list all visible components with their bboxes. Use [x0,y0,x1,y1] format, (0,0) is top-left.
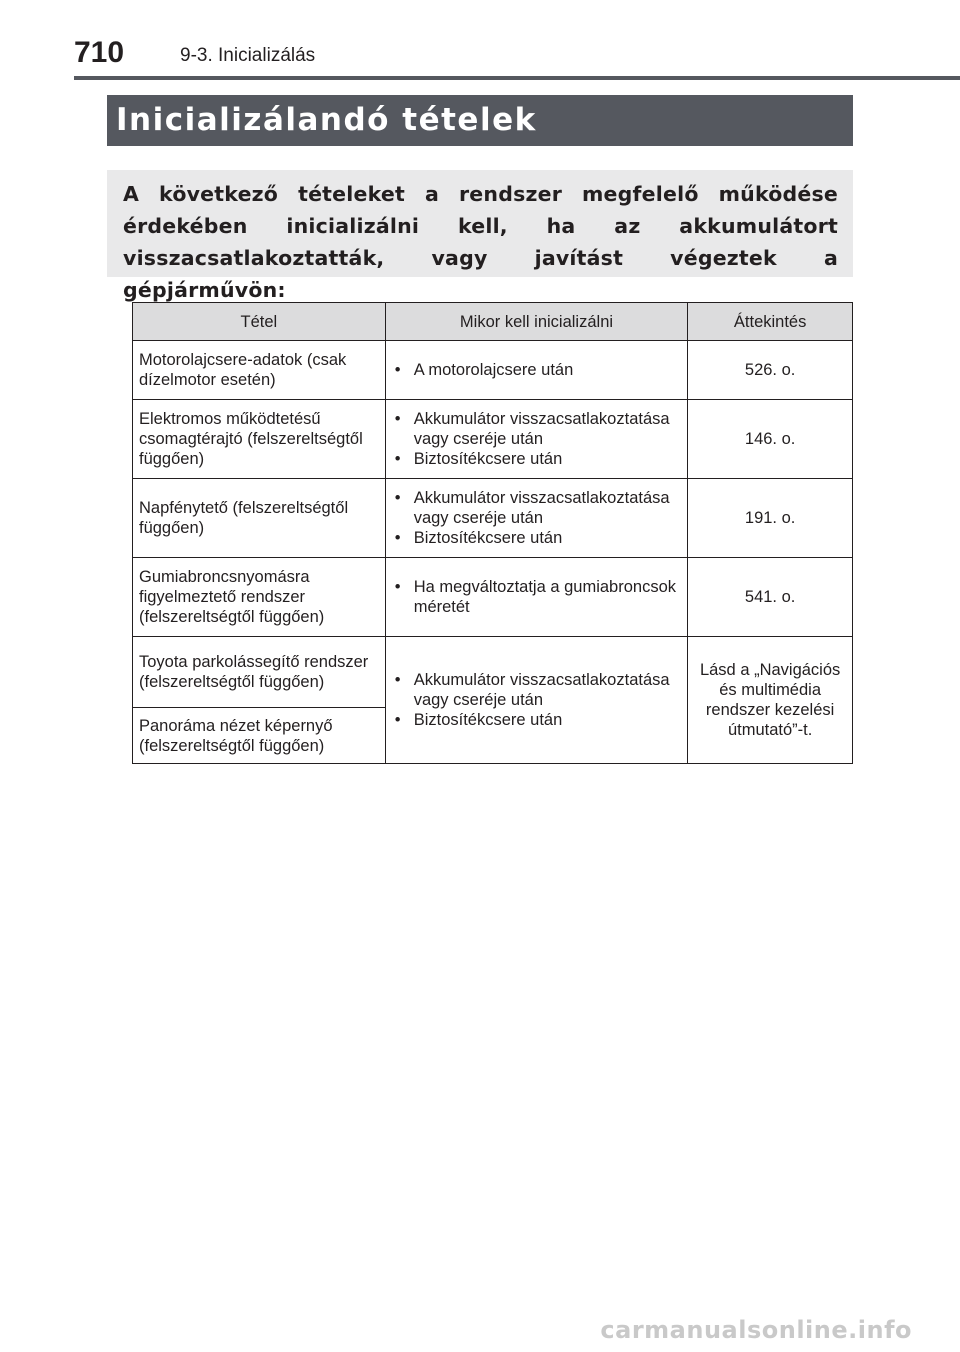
when-list-item [395,360,682,380]
bullet-icon: • [394,361,401,379]
when-text: Akkumulátor visszacsatlakoztatása vagy cseréje után [413,671,670,709]
column-header-item: Tétel [133,303,386,341]
when-list-item [395,488,682,528]
when-list-item [395,710,682,730]
when-list-item [395,449,682,469]
table-row [133,558,853,637]
when-text: Akkumulátor visszacsatlakoztatása vagy cseréje után [413,410,670,448]
when-list-item [395,577,682,617]
table-row [133,479,853,558]
item-cell: Elektromos működtetésű csomagtérajtó (felszereltségtől függően) [133,400,386,479]
when-list [392,360,682,380]
bullet-icon: • [394,711,401,729]
initialization-table [132,302,853,764]
page-number: 710 [74,36,125,69]
when-cell [385,341,688,400]
table-header-row [133,303,853,341]
when-cell [385,558,688,637]
table-row [133,637,853,708]
column-header-overview: Áttekintés [688,303,853,341]
overview-cell: 541. o. [688,558,853,637]
overview-cell: 191. o. [688,479,853,558]
when-text: A motorolajcsere után [413,361,574,379]
overview-cell: 526. o. [688,341,853,400]
page-title: Inicializálandó tételek [116,102,537,138]
overview-cell: 146. o. [688,400,853,479]
when-list [392,670,682,730]
when-cell [385,479,688,558]
item-cell: Motorolajcsere-adatok (csak dízelmotor esetén) [133,341,386,400]
when-text: Biztosítékcsere után [413,529,563,547]
when-text: Biztosítékcsere után [413,450,563,468]
when-cell [385,400,688,479]
when-cell [385,637,688,764]
item-cell: Panoráma nézet képernyő (felszereltségtől függően) [133,708,386,764]
when-text: Akkumulátor visszacsatlakoztatása vagy cseréje után [413,489,670,527]
when-text: Ha megváltoztatja a gumiabroncsok méretét [413,578,677,616]
when-list-item [395,528,682,548]
watermark: carmanualsonline.info [600,1316,912,1344]
bullet-icon: • [394,578,401,596]
intro-text: A következő tételeket a rendszer megfelelő működése érdekében inicializálni kell, ha az akkumulátort visszacsatlakoztatták, vagy javítást végeztek a gépjárművön: [123,182,838,302]
item-cell: Toyota parkolássegítő rendszer (felszereltségtől függően) [133,637,386,708]
table-row [133,400,853,479]
bullet-icon: • [394,671,401,689]
header-rule [74,76,960,80]
intro-box [107,170,853,302]
bullet-icon: • [394,450,401,468]
when-list-item [395,409,682,449]
overview-cell: Lásd a „Navigációs és multimédia rendszer kezelési útmutató”-t. [688,637,853,764]
when-list [392,488,682,548]
bullet-icon: • [394,489,401,507]
when-list-item [395,670,682,710]
column-header-when: Mikor kell inicializálni [385,303,688,341]
table-row [133,341,853,400]
when-text: Biztosítékcsere után [413,711,563,729]
item-cell: Napfénytető (felszereltségtől függően) [133,479,386,558]
when-list [392,577,682,617]
section-label: 9-3. Inicializálás [180,45,316,66]
when-list [392,409,682,469]
bullet-icon: • [394,529,401,547]
bullet-icon: • [394,410,401,428]
item-cell: Gumiabroncsnyomásra figyelmeztető rendszer (felszereltségtől függően) [133,558,386,637]
